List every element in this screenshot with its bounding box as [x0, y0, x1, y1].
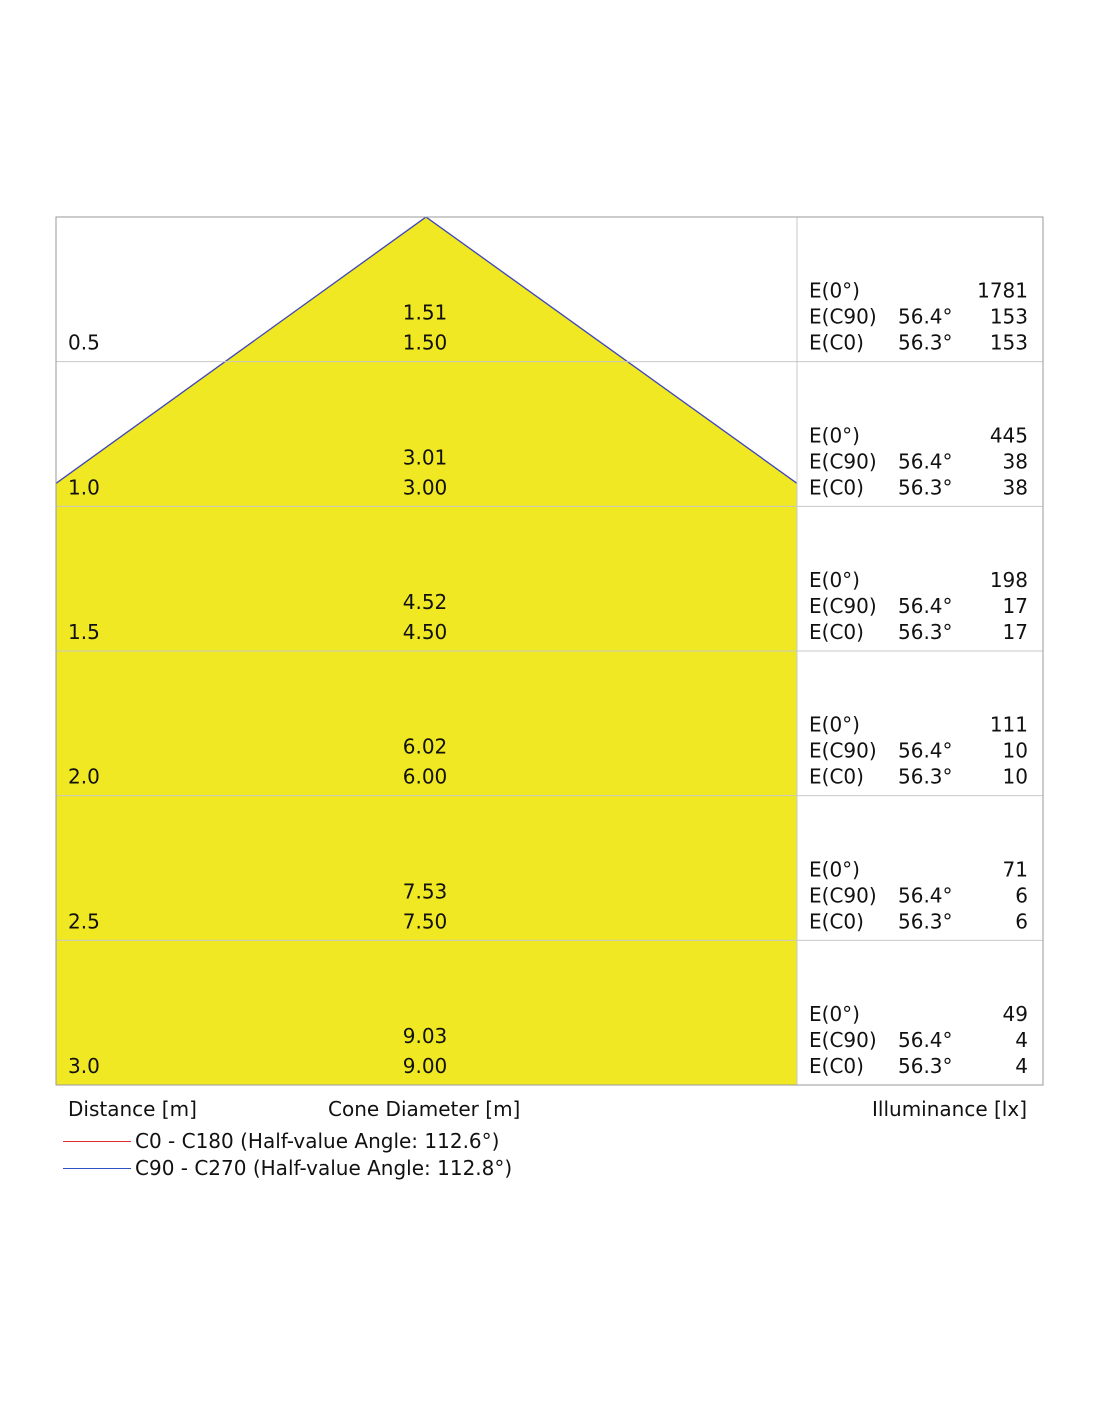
- diameter-c90-label: 3.01: [402, 445, 448, 470]
- e-c90-label: E(C90): [809, 883, 877, 908]
- e0-value: 445: [989, 423, 1028, 448]
- e-c90-value: 4: [1015, 1028, 1028, 1052]
- e-c0-label: E(C0): [809, 620, 864, 644]
- e-c0-value: 6: [1015, 909, 1028, 934]
- diameter-c90-label: 6.02: [402, 734, 448, 759]
- e0-label: E(0°): [809, 423, 860, 448]
- diameter-c0-label: 1.50: [402, 330, 448, 355]
- e-c0-label: E(C0): [809, 764, 864, 789]
- e-c0-value: 10: [1002, 764, 1028, 789]
- diameter-c90-label: 9.03: [402, 1024, 448, 1048]
- angle-c90: 56.4°: [898, 738, 953, 763]
- diameter-c90-label: 1.51: [402, 300, 448, 325]
- angle-c90: 56.4°: [898, 594, 953, 618]
- diameter-c90-label: 4.52: [402, 590, 448, 614]
- angle-c0: 56.3°: [898, 620, 953, 644]
- legend-swatch-c90-c270: [63, 1168, 131, 1169]
- e0-value: 71: [1002, 857, 1028, 882]
- e-c90-value: 153: [989, 304, 1028, 329]
- e-c0-value: 17: [1002, 620, 1028, 644]
- legend-item-c0-c180: [63, 1129, 499, 1153]
- e-c0-label: E(C0): [809, 909, 864, 934]
- e-c90-value: 17: [1002, 594, 1028, 618]
- distance-label: 2.0: [68, 764, 100, 789]
- e-c90-label: E(C90): [809, 594, 877, 618]
- distance-label: 3.0: [68, 1054, 100, 1078]
- angle-c90: 56.4°: [898, 449, 953, 474]
- e0-value: 111: [989, 712, 1028, 737]
- angle-c0: 56.3°: [898, 475, 953, 500]
- e-c90-value: 10: [1002, 738, 1028, 763]
- diameter-c0-label: 4.50: [402, 620, 448, 644]
- legend-label-c90-c270: C90 - C270 (Half-value Angle: 112.8°): [135, 1156, 513, 1180]
- illuminance-axis-label: Illuminance [lx]: [872, 1097, 1027, 1121]
- e-c90-value: 38: [1002, 449, 1028, 474]
- e-c90-label: E(C90): [809, 1028, 877, 1052]
- distance-label: 1.5: [68, 620, 100, 644]
- e-c90-label: E(C90): [809, 449, 877, 474]
- e0-label: E(0°): [809, 857, 860, 882]
- e0-label: E(0°): [809, 1002, 860, 1026]
- e-c0-value: 4: [1015, 1054, 1028, 1078]
- distance-label: 1.0: [68, 475, 100, 500]
- e-c90-label: E(C90): [809, 738, 877, 763]
- e0-value: 198: [989, 568, 1028, 592]
- angle-c90: 56.4°: [898, 304, 953, 329]
- diameter-c90-label: 7.53: [402, 879, 448, 904]
- angle-c0: 56.3°: [898, 909, 953, 934]
- diameter-c0-label: 6.00: [402, 764, 448, 789]
- e0-label: E(0°): [809, 712, 860, 737]
- angle-c90: 56.4°: [898, 1028, 953, 1052]
- angle-c0: 56.3°: [898, 764, 953, 789]
- angle-c0: 56.3°: [898, 1054, 953, 1078]
- e-c0-label: E(C0): [809, 1054, 864, 1078]
- e-c0-value: 153: [989, 330, 1028, 355]
- angle-c0: 56.3°: [898, 330, 953, 355]
- e0-value: 49: [1002, 1002, 1028, 1026]
- legend-item-c90-c270: [63, 1156, 512, 1180]
- e0-label: E(0°): [809, 278, 860, 303]
- legend-label-c0-c180: C0 - C180 (Half-value Angle: 112.6°): [135, 1129, 500, 1153]
- e-c90-value: 6: [1015, 883, 1028, 908]
- cone-diameter-axis-label: Cone Diameter [m]: [328, 1097, 521, 1121]
- e-c0-value: 38: [1002, 475, 1028, 500]
- angle-c90: 56.4°: [898, 883, 953, 908]
- diameter-c0-label: 9.00: [402, 1054, 448, 1078]
- e0-value: 1781: [977, 278, 1028, 303]
- legend-swatch-c0-c180: [63, 1141, 131, 1142]
- e-c0-label: E(C0): [809, 475, 864, 500]
- e-c0-label: E(C0): [809, 330, 864, 355]
- diameter-c0-label: 7.50: [402, 909, 448, 934]
- e-c90-label: E(C90): [809, 304, 877, 329]
- distance-label: 2.5: [68, 909, 100, 934]
- distance-axis-label: Distance [m]: [68, 1097, 197, 1121]
- e0-label: E(0°): [809, 568, 860, 592]
- diameter-c0-label: 3.00: [402, 475, 448, 500]
- distance-label: 0.5: [68, 330, 100, 355]
